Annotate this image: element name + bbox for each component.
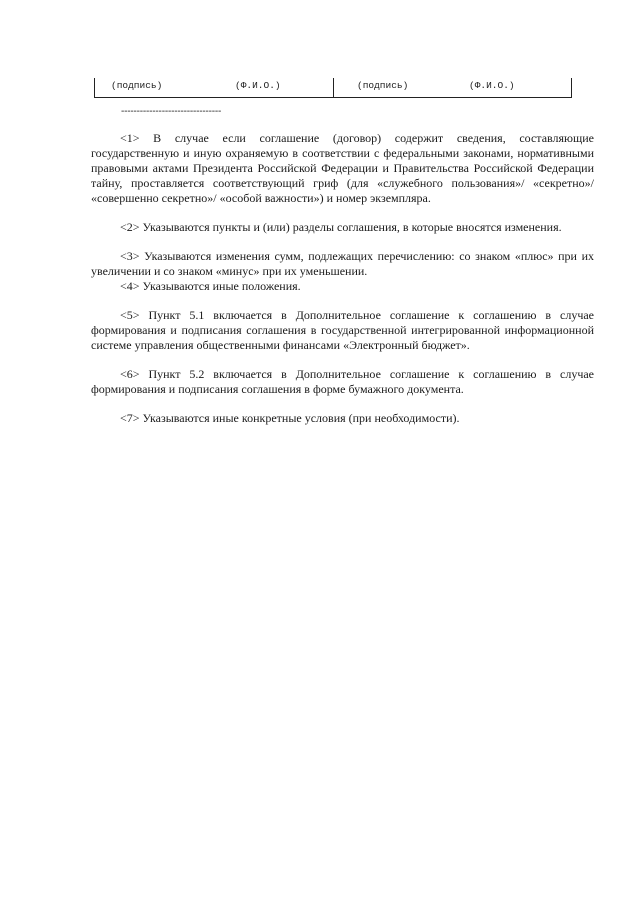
right-signature-caption: (подпись) xyxy=(357,80,409,91)
footnotes xyxy=(91,131,594,440)
right-name-caption: (Ф.И.О.) xyxy=(469,80,515,91)
footnote-6: <6> Пункт 5.2 включается в Дополнительное соглашение к соглашению в случае формирования и подписания соглашения в форме бумажного документа. xyxy=(91,367,594,396)
footnote-3: <3> Указываются изменения сумм, подлежащих перечислению: со знаком «плюс» при их увеличении и со знаком «минус» при их уменьшении. xyxy=(91,249,594,278)
footnote-7: <7> Указываются иные конкретные условия (при необходимости). xyxy=(120,411,460,425)
footnote-1: <1> В случае если соглашение (договор) содержит сведения, составляющие государственную и иную охраняемую в соответствии с федеральными законами, нормативными правовыми актами Президента Российской Федерации и Правительства Российской Федерации тайну, проставляется соответствующий гриф (для «служебного пользования»/ «секретно»/ «совершенно секретно»/ «особой важности») и номер экземпляра. xyxy=(91,131,594,205)
signature-table xyxy=(94,78,572,98)
left-name-caption: (Ф.И.О.) xyxy=(235,80,281,91)
footnote-2: <2> Указываются пункты и (или) разделы соглашения, в которые вносятся изменения. xyxy=(120,220,562,234)
left-signature-caption: (подпись) xyxy=(111,80,163,91)
footnote-separator: -------------------------------- xyxy=(121,106,222,117)
footnote-4: <4> Указываются иные положения. xyxy=(120,279,301,293)
signature-table-divider xyxy=(333,78,334,97)
footnote-5: <5> Пункт 5.1 включается в Дополнительное соглашение к соглашению в случае формирования и подписания соглашения в государственной интегрированной информационной системе управления общественными финансами «Электронный бюджет». xyxy=(91,308,594,352)
